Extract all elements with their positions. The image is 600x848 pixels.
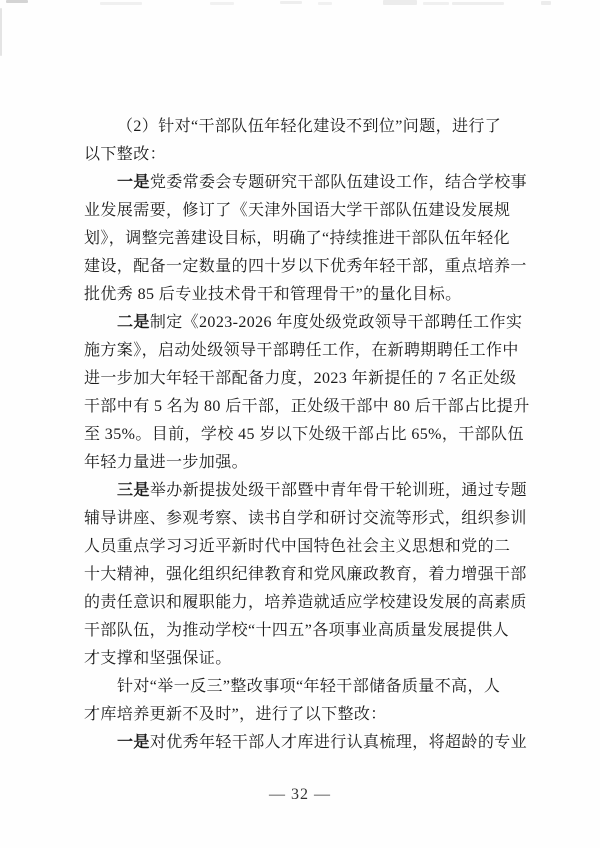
scan-artifact [452,2,504,5]
line-text: 针对“举一反三”整改事项“年轻干部储备质量不高，人 [117,678,501,695]
paragraph-line [84,337,524,365]
body-text [84,113,530,757]
scan-artifact [318,2,332,5]
scan-artifact [280,1,302,4]
line-text: 批优秀 85 后专业技术骨干和管理骨干”的量化目标。 [84,286,462,303]
paragraph-line [84,645,524,673]
line-text: 划》，调整完善建设目标，明确了“持续推进干部队伍年轻化 [84,230,510,247]
line-text: 辅导讲座、参观考察、读书自学和研讨交流等形式，组织参训 [84,510,527,527]
scan-artifact [0,8,2,56]
page-number: — 32 — [269,786,331,803]
paragraph-line [84,225,524,253]
scan-artifact [541,1,551,5]
line-text: 建设，配备一定数量的四十岁以下优秀年轻干部，重点培养一 [84,258,527,275]
paragraph-line [84,281,524,309]
paragraph-line [84,197,524,225]
paragraph-line [84,561,527,589]
line-text: 才库培养更新不及时”，进行了以下整改： [84,706,387,723]
paragraph-line [84,393,530,421]
paragraph-line [84,253,527,281]
paragraph-line [84,449,524,477]
bold-run-in: 二是 [117,314,150,331]
paragraph-line [84,169,528,197]
line-text: （2）针对“干部队伍年轻化建设不到位”问题，进行了 [117,118,502,135]
paragraph-line [84,477,528,505]
line-text: 制定《2023-2026 年度处级党政领导干部聘任工作实 [149,314,523,331]
line-text: 对优秀年轻干部人才库进行认真梳理，将超龄的专业 [149,734,528,751]
scan-artifact [383,0,417,5]
line-text: 才支撑和坚强保证。 [84,650,232,667]
bold-run-in: 三是 [117,482,150,499]
scan-artifact [6,0,28,3]
scan-artifact [423,2,449,5]
line-text: 进一步加大年轻干部配备力度，2023 年新提任的 7 名正处级 [84,370,517,387]
line-text: 年轻力量进一步加强。 [84,454,249,471]
bold-run-in: 一是 [117,174,150,191]
paragraph-line [84,309,524,337]
paragraph-line [84,365,524,393]
paragraph-line [84,673,524,701]
line-text: 的责任意识和履职能力，培养造就适应学校建设发展的高素质 [84,594,527,611]
line-text: 人员重点学习习近平新时代中国特色社会主义思想和党的二 [84,538,511,555]
paragraph-line [84,141,524,169]
line-text: 举办新提拔处级干部暨中青年骨干轮训班，通过专题 [149,482,528,499]
line-text: 业发展需要，修订了《天津外国语大学干部队伍建设发展规 [84,202,511,219]
paragraph-line [84,113,524,141]
bold-run-in: 一是 [117,734,150,751]
line-text: 干部队伍，为推动学校“十四五”各项事业高质量发展提供人 [84,622,510,639]
paragraph-line [84,617,524,645]
scan-artifact [210,2,234,5]
paragraph-line [84,533,524,561]
paragraph-line [84,421,524,449]
paragraph-line [84,505,527,533]
paragraph-line [84,701,524,729]
paragraph-line [84,589,527,617]
line-text: 以下整改： [84,146,167,163]
line-text: 至 35%。目前，学校 45 岁以下处级干部占比 65%，干部队伍 [84,426,524,443]
line-text: 十大精神，强化组织纪律教育和党风廉政教育，着力增强干部 [84,566,527,583]
line-text: 党委常委会专题研究干部队伍建设工作，结合学校事 [149,174,528,191]
line-text: 施方案》，启动处级领导干部聘任工作，在新聘期聘任工作中 [84,342,519,359]
paragraph-line [84,729,528,757]
line-text: 干部中有 5 名为 80 后干部，正处级干部中 80 后干部占比提升 [84,398,530,415]
scan-artifact [100,2,142,5]
